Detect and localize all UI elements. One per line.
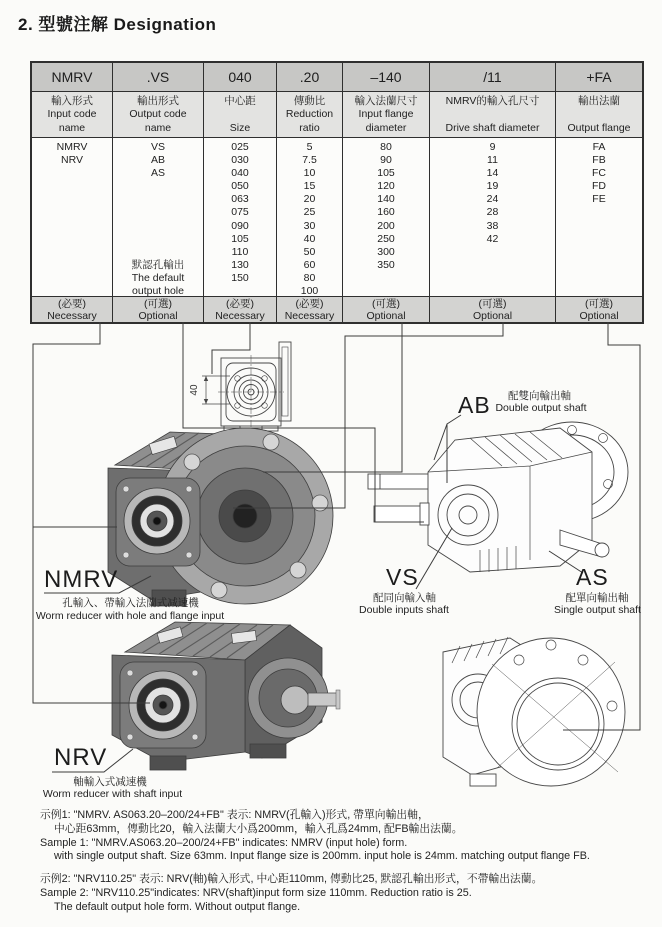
nmrv-caption-en: Worm reducer with hole and flange input <box>35 610 225 622</box>
list-line: Output code <box>129 108 187 121</box>
list-line: 030 <box>231 154 249 167</box>
list-line: 輸出法蘭 <box>578 95 620 107</box>
list-line: 7.5 <box>302 154 317 167</box>
as-caption-cn: 配單向輸出軸 <box>565 592 629 604</box>
list-line: FC <box>592 167 606 180</box>
list-line: 80 <box>303 271 316 284</box>
vs-ab-as-drawing <box>368 422 628 572</box>
vs-label: VS <box>386 564 419 590</box>
list-line: 200 <box>377 219 395 232</box>
connector-size <box>212 322 250 374</box>
list-line: 025 <box>231 141 249 153</box>
list-line: AS <box>150 167 165 180</box>
vs-caption-cn: 配同向輸入軸 <box>373 592 436 604</box>
list-line: 30 <box>303 219 316 232</box>
list-line: 傳動比 <box>293 95 326 107</box>
code-cell-size: 040 <box>204 63 276 91</box>
list-line: ratio <box>299 121 320 134</box>
list-line: output hole <box>132 285 184 296</box>
list-line: 300 <box>377 245 395 258</box>
page-title: 2. 型號注解 Designation <box>18 15 217 34</box>
sample1-en-line2: with single output shaft. Size 63mm. Input flange size is 200mm. input hole is 24mm. matching output flange FB. <box>54 850 590 863</box>
code-cell-input: NMRV <box>32 63 112 91</box>
list-line: 90 <box>380 154 392 167</box>
sample2-en-line1: Sample 2: "NRV110.25"indicates: NRV(shaft)input form size 110mm. Reduction ratio is 25. <box>40 886 472 899</box>
list-line: Necessary <box>47 310 97 322</box>
list-line: (可選) <box>478 298 507 310</box>
list-line: 38 <box>486 219 499 232</box>
list-line: VS <box>150 141 165 153</box>
vs-caption-en: Double inputs shaft <box>359 604 449 616</box>
list-line: 20 <box>303 193 316 206</box>
list-line: Optional <box>579 310 619 322</box>
ab-label: AB <box>458 392 491 418</box>
list-line: 150 <box>231 271 249 284</box>
list-line: (可選) <box>144 298 172 310</box>
list-line: 040 <box>231 167 249 180</box>
as-caption-en: Single output shaft <box>554 604 641 616</box>
list-line: 60 <box>303 258 316 271</box>
list-line: NMRV的輸入孔尺寸 <box>445 95 540 107</box>
list-line: 5 <box>306 141 313 153</box>
list-line: diameter <box>365 121 407 134</box>
list-line: Reduction <box>285 108 334 121</box>
list-line: Necessary <box>284 310 335 322</box>
sample1-cn-line2: 中心距63mm，傳動比20，輸入法蘭大小爲200mm，輸入孔爲24mm, 配FB輸出法蘭。 <box>54 822 463 835</box>
nrv-label: NRV <box>54 744 108 771</box>
sample1-en-line1: Sample 1: "NMRV.AS063.20–200/24+FB" indicates: NMRV (input hole) form. <box>40 836 408 849</box>
list-line: 80 <box>380 141 392 153</box>
list-line: 28 <box>486 206 499 219</box>
nmrv-caption-cn: 孔輸入、帶輸入法蘭式减速機 <box>62 597 199 609</box>
list-line: 350 <box>377 258 395 271</box>
nrv-caption-en: Worm reducer with shaft input <box>42 788 183 800</box>
list-line: 輸入法蘭尺寸 <box>354 95 418 107</box>
nrv-photo <box>112 622 340 770</box>
list-line: 10 <box>303 167 316 180</box>
list-line: (必要) <box>295 298 324 310</box>
list-line: 140 <box>377 193 395 206</box>
code-cell-output: .VS <box>113 63 203 91</box>
list-line: Necessary <box>215 310 265 322</box>
list-line: 25 <box>303 206 316 219</box>
list-line: Drive shaft diameter <box>445 121 540 134</box>
list-line: 063 <box>231 193 249 206</box>
list-line: 14 <box>486 167 499 180</box>
list-line: 40 <box>303 232 316 245</box>
list-line: Input code <box>47 108 97 121</box>
samples-spacer <box>40 864 652 873</box>
nrv-caption-cn: 軸輸入式减速機 <box>73 776 147 788</box>
nmrv-photo <box>108 428 333 606</box>
list-line: name <box>144 121 172 134</box>
list-line: 42 <box>486 232 499 245</box>
list-line: Optional <box>138 310 178 322</box>
ab-caption-en: Double output shaft <box>495 402 587 414</box>
list-line: NRV <box>61 154 83 167</box>
list-line: (必要) <box>226 298 254 310</box>
list-line: 24 <box>486 193 499 206</box>
list-line: 19 <box>486 180 499 193</box>
list-line: Size <box>229 121 251 134</box>
list-line: 110 <box>231 245 249 258</box>
sample1-cn-line1: 示例1: "NMRV. AS063.20–200/24+FB" 表示: NMRV(孔輸入)形式, 帶單向輸出軸， <box>40 809 429 821</box>
sample-notes <box>40 809 652 915</box>
dim-40 <box>189 376 230 404</box>
code-cell-ratio: .20 <box>277 63 342 91</box>
dimension-drawing <box>189 342 291 431</box>
sample2-en-line2: The default output hole form. Without output flange. <box>54 900 301 913</box>
list-line: 105 <box>377 167 395 180</box>
list-line: 默認孔輸出 <box>131 258 185 271</box>
list-line: 輸入形式 <box>51 95 93 107</box>
list-line: NMRV <box>56 141 88 153</box>
list-line: (必要) <box>58 298 86 310</box>
list-line: AB <box>150 154 165 167</box>
list-line: Output flange <box>567 121 631 134</box>
list-line: FA <box>592 141 606 153</box>
dim-label: 40 <box>189 384 200 396</box>
list-line: 11 <box>487 154 498 167</box>
nmrv-label: NMRV <box>44 566 119 593</box>
code-cell-outflange: +FA <box>556 63 642 91</box>
list-line: 中心距 <box>224 95 256 107</box>
list-line: FB <box>592 154 606 167</box>
list-line: 9 <box>489 141 496 153</box>
list-line: FD <box>592 180 606 193</box>
list-line: Optional <box>472 310 513 322</box>
list-line: 15 <box>303 180 316 193</box>
list-line: 105 <box>231 232 249 245</box>
list-line: 100 <box>300 285 319 296</box>
list-line: 090 <box>231 219 249 232</box>
ab-caption-cn: 配雙向輸出軸 <box>508 390 571 402</box>
list-line: 250 <box>377 232 395 245</box>
list-line: 050 <box>231 180 249 193</box>
list-line: (可選) <box>372 298 400 310</box>
as-label: AS <box>576 564 609 590</box>
code-cell-shaft: /11 <box>430 63 555 91</box>
list-line: Input flange <box>358 108 414 121</box>
list-line: (可選) <box>585 298 613 310</box>
code-cell-flange: –140 <box>343 63 429 91</box>
list-line: 120 <box>377 180 395 193</box>
list-line: name <box>58 121 86 134</box>
list-line: The default <box>131 271 185 284</box>
list-line: 50 <box>303 245 316 258</box>
list-line: 130 <box>231 258 249 271</box>
list-line: 075 <box>231 206 249 219</box>
list-line: 160 <box>377 206 395 219</box>
list-line: 輸出形式 <box>137 95 179 107</box>
list-line: FE <box>592 193 606 206</box>
output-flange-drawing <box>443 637 625 786</box>
sample2-cn: 示例2: "NRV110.25" 表示: NRV(軸)輸入形式, 中心距110mm, 傳動比25, 默認孔輸出形式，不帶輸出法蘭。 <box>40 873 543 886</box>
list-line: Optional <box>366 310 406 322</box>
